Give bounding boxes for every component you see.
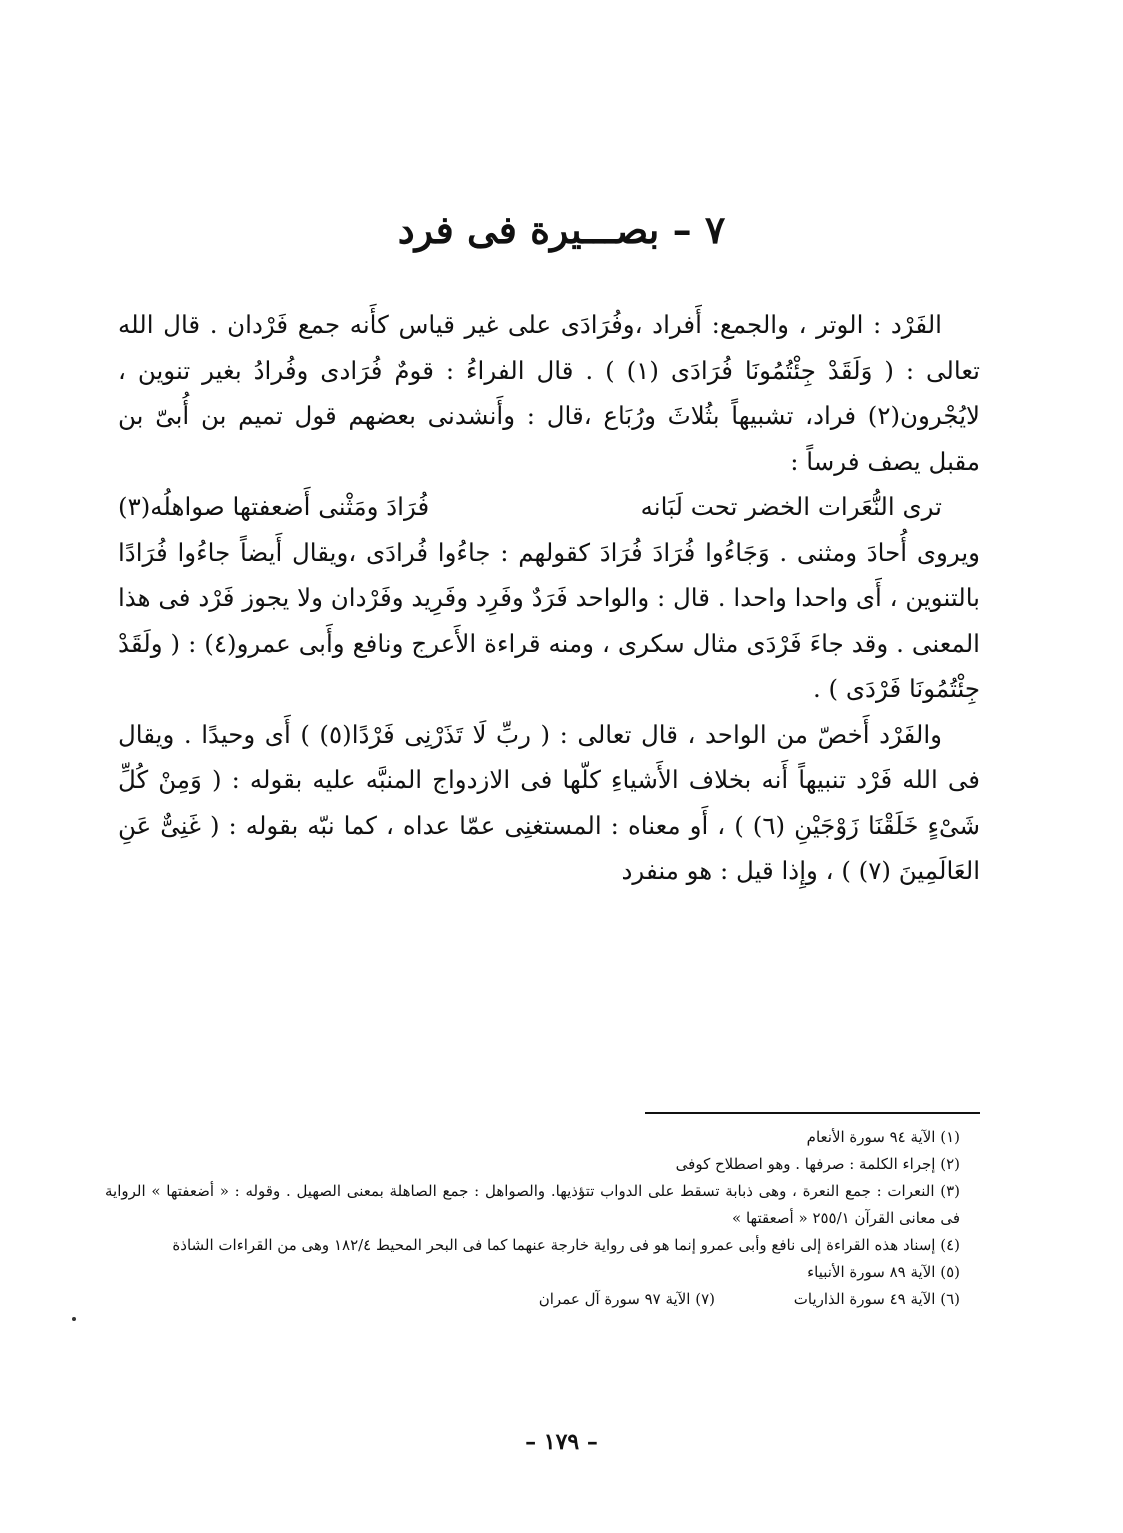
- verse-second-hemistich: فُرَادَ ومَثْنى أَضعفتها صواهلُه(٣): [118, 492, 430, 521]
- poetry-verse: [118, 484, 980, 530]
- main-text: [118, 302, 980, 894]
- footnote-4: (٤) إسناد هذه القراءة إلى نافع وأبى عمرو إنما هو فى رواية خارجة عنهما كما فى البحر المحيط ١٨٢/٤ وهى من القراءات الشاذة: [172, 1236, 960, 1254]
- paragraph-1: الفَرْد : الوتر ، والجمع: أَفراد ،وفُرَادَى على غير قياس كأَنه جمع فَرْدان . قال الله تعالى : ( وَلَقَدْ جِئْتُمُونَا فُرَادَى (١) ) . قال الفراءُ : قومٌ فُرَادى وفُرادُ بغير تنوين ، لايُجْرون(٢) فراد، تشبيهاً بثُلاثَ ورُبَاع ،قال : وأَنشدنى بعضهم قول تميم بن أُبىّ بن مقبل يصف فرساً :: [118, 310, 981, 476]
- footnote-1: (١) الآية ٩٤ سورة الأنعام: [806, 1128, 960, 1146]
- verse-first-hemistich: ترى النُّعَرات الخضر تحت لَبَانه: [640, 492, 942, 521]
- footnote-2: (٢) إجراء الكلمة : صرفها . وهو اصطلاح كوفى: [675, 1155, 960, 1173]
- chapter-title: ٧ – بصـــيرة فى فرد: [397, 207, 726, 252]
- footnote-separator: [645, 1112, 980, 1114]
- footnote-row-6-7: [105, 1286, 960, 1313]
- paragraph-2: ويروى أُحادَ ومثنى . وَجَاءُوا فُرَادَ فُرَادَ كقولهم : جاءُوا فُرادَى ،ويقال أَيضاً جاءُوا فُرَادًا بالتنوين ، أَى واحدا واحدا . قال : والواحد فَرَدٌ وفَرِد وفَرِيد وفَرْدان ولا يجوز فَرْد فى هذا المعنى . وقد جاءَ فَرْدَى مثال سكرى ، ومنه قراءة الأَعرج ونافع وأَبى عمرو(٤) : ( ولَقَدْ جِئْتُمُونَا فَرْدَى ) .: [118, 537, 980, 703]
- footnote-5: (٥) الآية ٨٩ سورة الأنبياء: [807, 1263, 960, 1281]
- scan-speck: [72, 1317, 76, 1321]
- footnote-6: (٦) الآية ٤٩ سورة الذاريات: [793, 1290, 960, 1308]
- footnotes: [105, 1124, 960, 1313]
- page-number: – ١٧٩ –: [525, 1429, 598, 1455]
- footnote-7: (٧) الآية ٩٧ سورة آل عمران: [538, 1290, 715, 1308]
- footnote-3: (٣) النعرات : جمع النعرة ، وهى ذبابة تسقط على الدواب تتؤذيها. والصواهل : جمع الصاهلة بمعنى الصهيل . وقوله : « أضعفتها » الرواية فى معانى القرآن ٢٥٥/١ « أصعقتها »: [105, 1182, 960, 1227]
- paragraph-3: والفَرْد أَخصّ من الواحد ، قال تعالى : ( ربِّ لَا تَذَرْنِى فَرْدًا(٥) ) أَى وحيدًا . ويقال فى الله فَرْد تنبيهاً أَنه بخلاف الأَشياءِ كلّها فى الازدواج المنبَّه عليه بقوله : ( وَمِنْ كُلِّ شَىْءٍ خَلَقْنَا زَوْجَيْنِ (٦) ) ، أَو معناه : المستغنِى عمّا عداه ، كما نبّه بقوله : ( غَنِىٌّ عَنِ العَالَمِينَ (٧) ) ، وإِذا قيل : هو منفرد: [118, 719, 981, 885]
